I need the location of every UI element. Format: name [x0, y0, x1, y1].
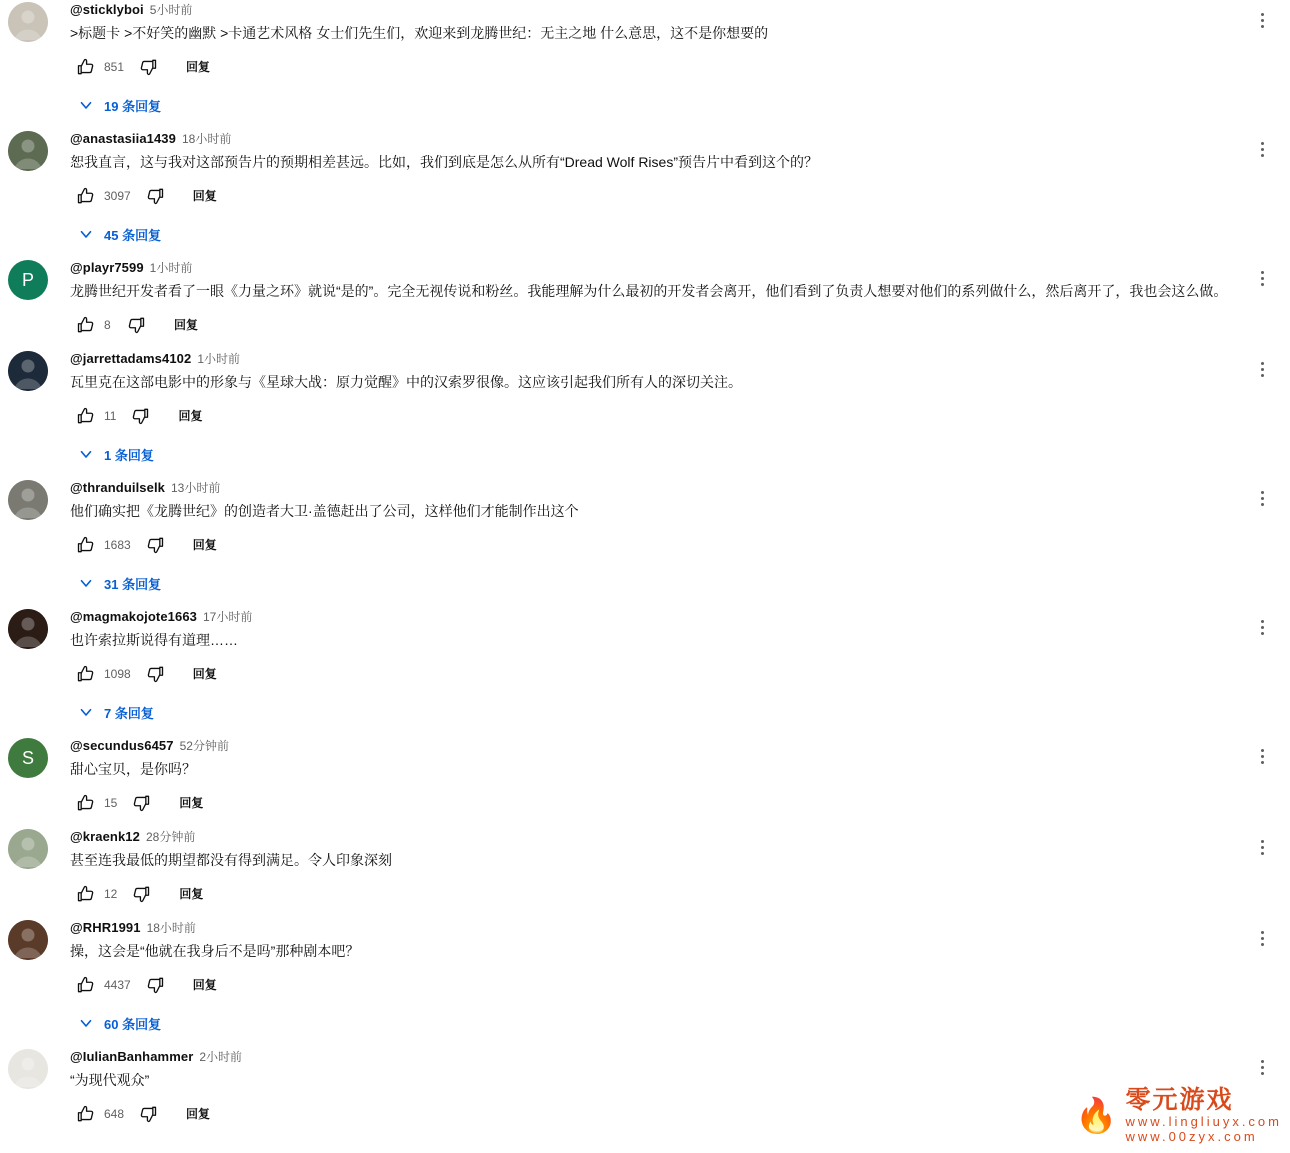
reply-button[interactable]: 回复: [192, 189, 217, 203]
reply-button[interactable]: 回复: [192, 538, 217, 552]
comment-author[interactable]: @kraenk12: [70, 829, 140, 844]
avatar[interactable]: [8, 131, 48, 171]
comment-body: [56, 129, 1266, 250]
thumbs-down-icon[interactable]: [125, 787, 157, 819]
thumbs-up-icon[interactable]: [70, 878, 102, 910]
reply-button[interactable]: 回复: [192, 667, 217, 681]
avatar-container: [8, 607, 56, 728]
replies-count-label: 45 条回复: [104, 227, 162, 243]
comment-timestamp[interactable]: 5小时前: [149, 3, 193, 17]
reply-button[interactable]: 回复: [174, 318, 199, 332]
thumbs-down-icon[interactable]: [125, 878, 157, 910]
like-count: 15: [104, 796, 118, 810]
comment-timestamp[interactable]: 1小时前: [149, 261, 193, 275]
like-action: [70, 400, 124, 432]
thumbs-down-icon[interactable]: [139, 529, 171, 561]
like-action: [70, 878, 125, 910]
avatar[interactable]: [8, 920, 48, 960]
comment-author[interactable]: @RHR1991: [70, 920, 141, 935]
comment-meta: [70, 1047, 1266, 1066]
comment-timestamp[interactable]: 17小时前: [203, 610, 253, 624]
comment-timestamp[interactable]: 13小时前: [170, 481, 221, 495]
comment-actions: [70, 1098, 1266, 1130]
comment-item: [0, 129, 1290, 250]
avatar-container: [8, 827, 56, 910]
comment-text: 瓦里克在这部电影中的形象与《星球大战：原力觉醒》中的汉索罗很像。这应该引起我们所有人的深切关注。: [70, 374, 742, 390]
comment-meta: [70, 607, 1266, 626]
comment-meta: [70, 478, 1266, 497]
more-options-icon[interactable]: [1248, 355, 1276, 383]
avatar[interactable]: [8, 829, 48, 869]
thumbs-down-icon[interactable]: [139, 658, 171, 690]
comment-item: [0, 478, 1290, 599]
avatar-container: [8, 349, 56, 470]
thumbs-down-icon[interactable]: [124, 400, 156, 432]
like-action: [70, 309, 120, 341]
comment-author[interactable]: @secundus6457: [70, 738, 174, 753]
more-options-icon[interactable]: [1248, 833, 1276, 861]
like-action: [70, 658, 139, 690]
thumbs-up-icon[interactable]: [70, 969, 102, 1001]
comment-item: [0, 918, 1290, 1039]
thumbs-up-icon[interactable]: [70, 658, 102, 690]
comment-actions: [70, 51, 1266, 83]
avatar[interactable]: [8, 1049, 48, 1089]
show-replies-button[interactable]: [70, 1007, 171, 1039]
replies-count-label: 19 条回复: [104, 98, 162, 114]
more-options-icon[interactable]: [1248, 613, 1276, 641]
avatar-container: [8, 478, 56, 599]
thumbs-down-icon[interactable]: [132, 51, 164, 83]
show-replies-button[interactable]: [70, 89, 171, 121]
comment-text: 也许索拉斯说得有道理……: [70, 632, 238, 648]
comment-body: [56, 349, 1266, 470]
comment-actions: [70, 180, 1266, 212]
more-options-icon[interactable]: [1248, 264, 1276, 292]
like-count: 11: [104, 409, 117, 423]
comment-item: [0, 1047, 1290, 1130]
comment-timestamp[interactable]: 18小时前: [181, 132, 232, 146]
like-action: [70, 529, 139, 561]
avatar[interactable]: [8, 351, 48, 391]
avatar[interactable]: P: [8, 260, 48, 300]
comment-meta: [70, 349, 1266, 368]
comment-text: 甚至连我最低的期望都没有得到满足。令人印象深刻: [70, 852, 392, 868]
thumbs-down-icon[interactable]: [132, 1098, 164, 1130]
reply-button[interactable]: 回复: [192, 978, 217, 992]
avatar-container: [8, 129, 56, 250]
comment-author[interactable]: @thranduilselk: [70, 480, 165, 495]
comment-timestamp[interactable]: 2小时前: [199, 1050, 243, 1064]
watermark-title: 零元游戏: [1125, 1086, 1234, 1115]
comment-body: [56, 0, 1266, 121]
comment-author[interactable]: @anastasiia1439: [70, 131, 176, 146]
comment-meta: [70, 827, 1266, 846]
avatar-container: [8, 258, 56, 341]
thumbs-up-icon[interactable]: [70, 529, 102, 561]
watermark-url-secondary: www.00zyx.com: [1125, 1129, 1258, 1145]
watermark-url: www.lingliuyx.com: [1125, 1114, 1282, 1130]
like-action: [70, 180, 139, 212]
chevron-down-icon: [74, 442, 98, 466]
comment-meta: [70, 918, 1266, 937]
thumbs-up-icon[interactable]: [70, 180, 102, 212]
chevron-down-icon: [74, 1011, 98, 1035]
comment-text: 恕我直言，这与我对这部预告片的预期相差甚远。比如，我们到底是怎么从所有“Dread Wolf Rises”预告片中看到这个的？: [70, 154, 818, 170]
avatar-container: [8, 736, 56, 819]
like-action: [70, 1098, 132, 1130]
thumbs-up-icon[interactable]: [70, 51, 102, 83]
reply-button[interactable]: 回复: [179, 887, 204, 901]
show-replies-button[interactable]: [70, 218, 171, 250]
more-options-icon[interactable]: [1248, 742, 1276, 770]
replies-count-label: 1 条回复: [104, 447, 154, 463]
like-action: [70, 969, 139, 1001]
like-count: 4437: [104, 978, 131, 992]
comment-actions: [70, 529, 1266, 561]
comment-meta: [70, 0, 1266, 19]
comment-item: [0, 0, 1290, 121]
comment-body: [56, 258, 1266, 341]
comment-text: “为现代观众”: [70, 1072, 150, 1088]
avatar[interactable]: [8, 2, 48, 42]
comment-author[interactable]: @IulianBanhammer: [70, 1049, 194, 1064]
thumbs-up-icon[interactable]: [70, 787, 102, 819]
comment-timestamp[interactable]: 52分钟前: [179, 739, 229, 753]
show-replies-button[interactable]: [70, 438, 164, 470]
comment-actions: [70, 309, 1266, 341]
comment-text: >标题卡 >不好笑的幽默 >卡通艺术风格 女士们先生们，欢迎来到龙腾世纪：无主之地 什么意思，这不是你想要的: [70, 25, 769, 41]
like-count: 3097: [104, 189, 131, 203]
comment-meta: [70, 736, 1266, 755]
avatar-container: [8, 1047, 56, 1130]
more-options-icon[interactable]: [1248, 484, 1276, 512]
reply-button[interactable]: 回复: [186, 60, 211, 74]
thumbs-up-icon[interactable]: [70, 400, 102, 432]
reply-button[interactable]: 回复: [178, 409, 203, 423]
like-count: 8: [104, 318, 111, 332]
comment-timestamp[interactable]: 1小时前: [197, 352, 241, 366]
replies-count-label: 60 条回复: [104, 1016, 162, 1032]
show-replies-button[interactable]: [70, 567, 171, 599]
avatar[interactable]: [8, 480, 48, 520]
like-count: 851: [104, 60, 125, 74]
replies-count-label: 31 条回复: [104, 576, 162, 592]
comment-timestamp[interactable]: 18小时前: [146, 921, 196, 935]
comment-actions: [70, 969, 1266, 1001]
comment-item: [0, 349, 1290, 470]
avatar-container: [8, 0, 56, 121]
like-count: 1098: [104, 667, 131, 681]
comment-item: [0, 258, 1290, 341]
show-replies-button[interactable]: [70, 696, 164, 728]
avatar[interactable]: S: [8, 738, 48, 778]
comment-author[interactable]: @playr7599: [70, 260, 144, 275]
thumbs-down-icon[interactable]: [139, 969, 171, 1001]
comment-body: [56, 918, 1266, 1039]
comment-author[interactable]: @sticklyboi: [70, 2, 144, 17]
comment-text: 操，这会是“他就在我身后不是吗”那种剧本吧？: [70, 943, 360, 959]
comment-item: [0, 827, 1290, 910]
thumbs-down-icon[interactable]: [139, 180, 171, 212]
chevron-down-icon: [74, 571, 98, 595]
comment-actions: [70, 787, 1266, 819]
reply-button[interactable]: 回复: [186, 1107, 211, 1121]
reply-button[interactable]: 回复: [179, 796, 204, 810]
more-options-icon[interactable]: [1248, 6, 1276, 34]
comment-body: [56, 736, 1266, 819]
comment-actions: [70, 878, 1266, 910]
replies-count-label: 7 条回复: [104, 705, 154, 721]
comment-text: 龙腾世纪开发者看了一眼《力量之环》就说“是的”。完全无视传说和粉丝。我能理解为什么最初的开发者会离开，他们看到了负责人想要对他们的系列做什么，然后离开了，我也会这么做。: [70, 283, 1228, 299]
comment-text: 甜心宝贝，是你吗？: [70, 761, 196, 777]
like-action: [70, 51, 132, 83]
comment-item: [0, 607, 1290, 728]
comment-timestamp[interactable]: 28分钟前: [145, 830, 196, 844]
comment-text: 他们确实把《龙腾世纪》的创造者大卫·盖德赶出了公司，这样他们才能制作出这个: [70, 503, 579, 519]
thumbs-up-icon[interactable]: [70, 309, 102, 341]
comment-item: [0, 736, 1290, 819]
comment-body: [56, 478, 1266, 599]
chevron-down-icon: [74, 700, 98, 724]
comment-actions: [70, 658, 1266, 690]
more-options-icon[interactable]: [1248, 135, 1276, 163]
comment-meta: [70, 258, 1266, 277]
like-count: 648: [104, 1107, 125, 1121]
comment-body: [56, 1047, 1266, 1130]
like-action: [70, 787, 125, 819]
thumbs-down-icon[interactable]: [120, 309, 152, 341]
comment-meta: [70, 129, 1266, 148]
comment-author[interactable]: @magmakojote1663: [70, 609, 197, 624]
avatar-container: [8, 918, 56, 1039]
comment-body: [56, 607, 1266, 728]
comment-actions: [70, 400, 1266, 432]
chevron-down-icon: [74, 93, 98, 117]
comment-author[interactable]: @jarrettadams4102: [70, 351, 192, 366]
flame-icon: 🔥: [1075, 1096, 1118, 1135]
more-options-icon[interactable]: [1248, 924, 1276, 952]
comment-body: [56, 827, 1266, 910]
more-options-icon[interactable]: [1248, 1053, 1276, 1081]
thumbs-up-icon[interactable]: [70, 1098, 102, 1130]
like-count: 12: [104, 887, 118, 901]
avatar[interactable]: [8, 609, 48, 649]
like-count: 1683: [104, 538, 131, 552]
chevron-down-icon: [74, 222, 98, 246]
